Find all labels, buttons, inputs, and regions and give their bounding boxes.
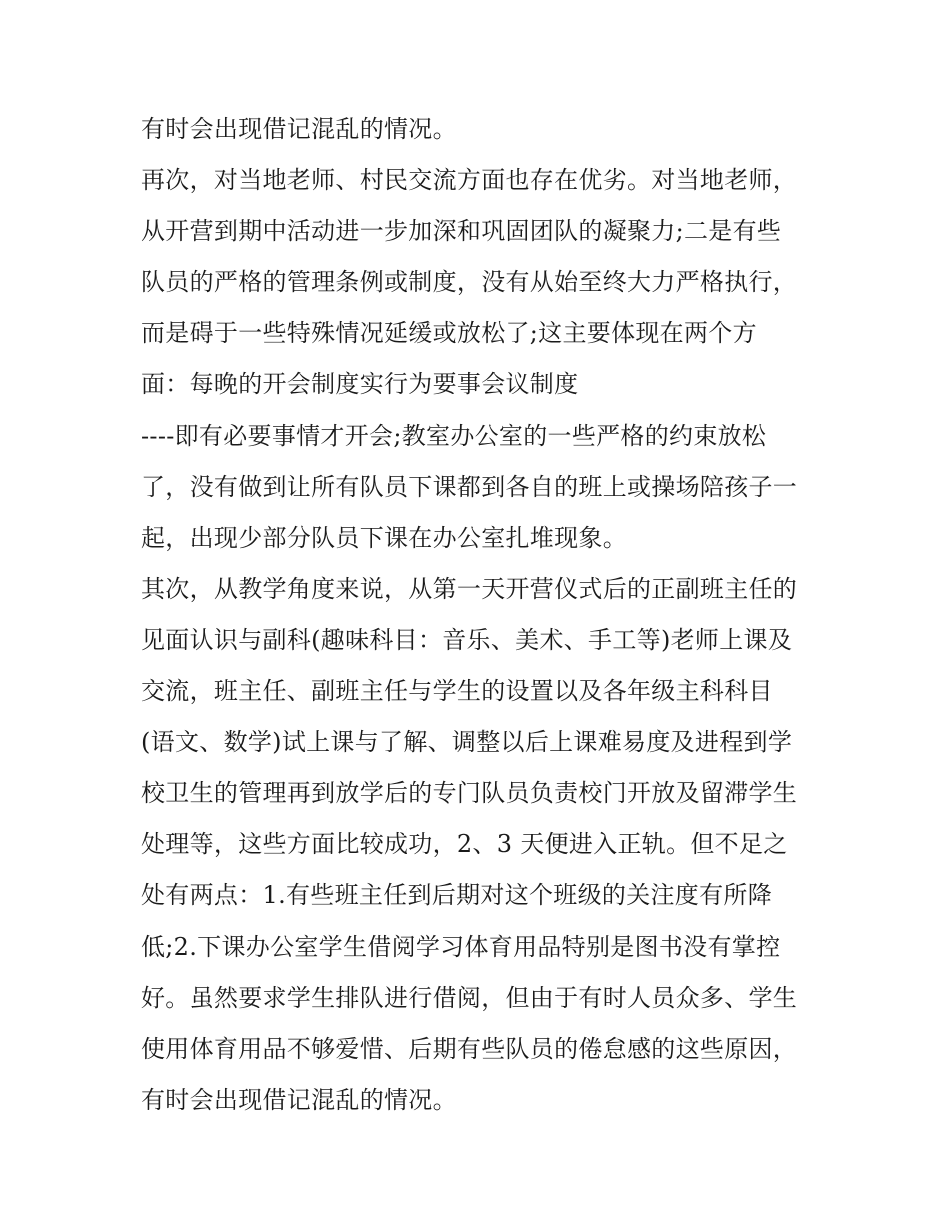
text-line: ----即有必要事情才开会;教室办公室的一些严格的约束放松 [141,421,767,450]
text-line: (语文、数学)试上课与了解、调整以后上课难易度及进程到学 [141,728,793,757]
text-line: 了，没有做到让所有队员下课都到各自的班上或操场陪孩子一 [141,472,798,501]
text-line: 低;2.下课办公室学生借阅学习体育用品特别是图书没有掌控 [141,932,781,961]
text-line: 好。虽然要求学生排队进行借阅，但由于有时人员众多、学生 [141,983,798,1012]
text-line: 从开营到期中活动进一步加深和巩固团队的凝聚力;二是有些 [141,217,782,246]
text-line: 处有两点：1.有些班主任到后期对这个班级的关注度有所降 [141,881,772,910]
text-line: 有时会出现借记混乱的情况。 [141,115,457,143]
text-line: 起，出现少部分队员下课在办公室扎堆现象。 [141,523,627,552]
text-line: 交流，班主任、副班主任与学生的设置以及各年级主科科目 [141,677,773,706]
body-text [141,104,821,1126]
text-line: 面：每晚的开会制度实行为要事会议制度 [141,370,579,399]
text-line: 有时会出现借记混乱的情况。 [141,1085,457,1114]
text-line: 校卫生的管理再到放学后的专门队员负责校门开放及留滞学生 [141,779,798,808]
text-line: 队员的严格的管理条例或制度，没有从始至终大力严格执行， [141,268,798,297]
text-line: 再次，对当地老师、村民交流方面也存在优劣。对当地老师， [141,166,798,195]
text-line: 使用体育用品不够爱惜、后期有些队员的倦怠感的这些原因， [141,1034,798,1063]
text-line: 处理等，这些方面比较成功，2、3 天便进入正轨。但不足之 [141,830,788,859]
text-line: 其次，从教学角度来说，从第一天开营仪式后的正副班主任的 [141,574,798,603]
text-line: 见面认识与副科(趣味科目：音乐、美术、手工等)老师上课及 [141,625,793,654]
text-line: 而是碍于一些特殊情况延缓或放松了;这主要体现在两个方 [141,319,757,348]
